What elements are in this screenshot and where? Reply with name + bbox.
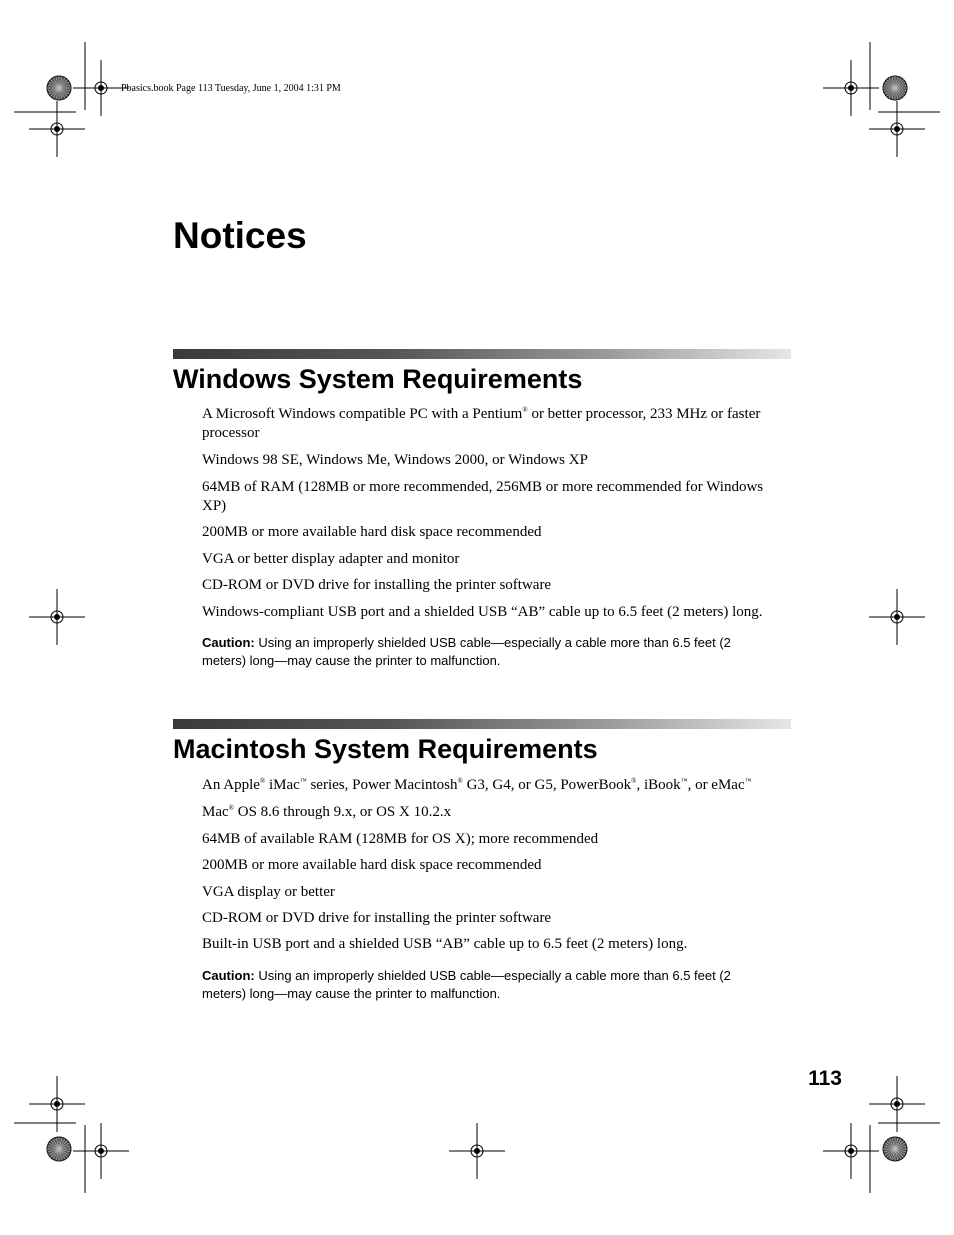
print-slug: Pbasics.book Page 113 Tuesday, June 1, 2004 1:31 PM xyxy=(121,83,341,94)
section-rule-macintosh xyxy=(173,719,791,729)
windows-caution: Caution: Using an improperly shielded USB cable—especially a cable more than 6.5 feet (2 meters) long—may cause the printer to malfunction. xyxy=(202,635,731,668)
registration-dot xyxy=(55,127,60,132)
windows-section-title: Windows System Requirements xyxy=(173,364,583,394)
registration-dot xyxy=(895,1102,900,1107)
macintosh-section-title: Macintosh System Requirements xyxy=(173,734,598,764)
mac-req-2: Mac® OS 8.6 through 9.x, or OS X 10.2.x xyxy=(202,804,452,820)
windows-req-2: Windows 98 SE, Windows Me, Windows 2000, or Windows XP xyxy=(202,452,588,468)
registration-dot xyxy=(849,86,854,91)
mac-caution: Caution: Using an improperly shielded USB cable—especially a cable more than 6.5 feet (2 meters) long—may cause the printer to malfunction. xyxy=(202,968,731,1001)
caution-label: Caution: xyxy=(202,968,255,983)
windows-req-7: Windows-compliant USB port and a shielded USB “AB” cable up to 6.5 feet (2 meters) long. xyxy=(202,604,763,620)
section-rule-windows xyxy=(173,349,791,359)
mac-req-4: 200MB or more available hard disk space recommended xyxy=(202,857,542,873)
mac-req-6: CD-ROM or DVD drive for installing the printer software xyxy=(202,910,552,926)
mac-req-1: An Apple® iMac™ series, Power Macintosh® G3, G4, or G5, PowerBook®, iBook™, or eMac™ xyxy=(202,777,752,793)
registration-dot xyxy=(895,127,900,132)
page-number: 113 xyxy=(808,1067,842,1090)
registration-dot xyxy=(475,1149,480,1154)
registration-dot xyxy=(55,615,60,620)
page-title: Notices xyxy=(173,215,307,256)
mac-req-7: Built-in USB port and a shielded USB “AB” cable up to 6.5 feet (2 meters) long. xyxy=(202,936,688,952)
windows-req-4: 200MB or more available hard disk space recommended xyxy=(202,524,542,540)
windows-req-3: 64MB of RAM (128MB or more recommended, 256MB or more recommended for Windows XP) xyxy=(202,479,764,514)
mac-req-5: VGA display or better xyxy=(202,884,335,900)
caution-label: Caution: xyxy=(202,635,255,650)
mac-req-3: 64MB of available RAM (128MB for OS X); more recommended xyxy=(202,831,599,847)
windows-req-6: CD-ROM or DVD drive for installing the printer software xyxy=(202,577,552,593)
registration-dot xyxy=(849,1149,854,1154)
registration-dot xyxy=(99,1149,104,1154)
windows-req-5: VGA or better display adapter and monitor xyxy=(202,551,460,567)
windows-req-1: A Microsoft Windows compatible PC with a Pentium® or better processor, 233 MHz or faster processor xyxy=(202,406,761,441)
registration-dot xyxy=(55,1102,60,1107)
registration-dot xyxy=(99,86,104,91)
registration-dot xyxy=(895,615,900,620)
